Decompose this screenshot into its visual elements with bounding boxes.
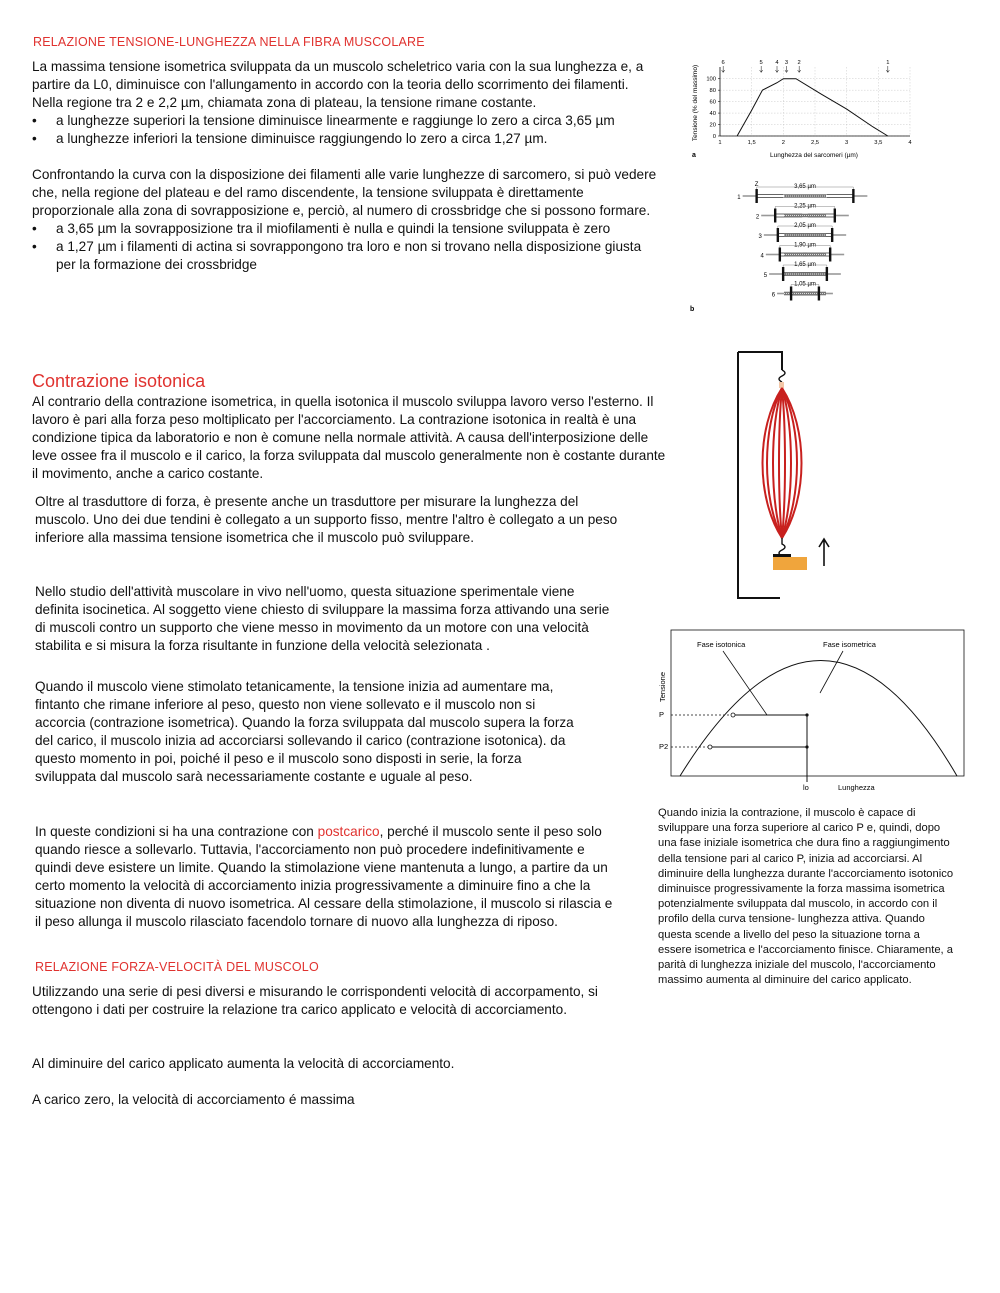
x-axis-label: Lunghezza bbox=[838, 783, 875, 792]
x-axis-label: Lunghezza del sarcomeri (µm) bbox=[770, 152, 858, 159]
load-paths bbox=[710, 715, 807, 782]
phase-label-isometric: Fase isometrica bbox=[823, 640, 876, 649]
section-heading-force-velocity: RELAZIONE FORZA-VELOCITÀ DEL MUSCOLO bbox=[35, 960, 319, 974]
row-number: 3 bbox=[758, 234, 762, 240]
z-line bbox=[829, 248, 831, 262]
x-tick-lo: lo bbox=[803, 783, 809, 792]
up-arrow-icon bbox=[819, 539, 829, 566]
paragraph: Oltre al trasduttore di forza, è presente anche un trasduttore per misurare la lunghezza del muscolo. Uno dei due tendini è collegato a un supporto fisso, mentre l'altro è collegato a un peso inferiore alla massima tensione isometrica che il muscolo può sviluppare. bbox=[35, 494, 618, 545]
sarcomere-diagram bbox=[690, 175, 912, 315]
x-tick-label: 3 bbox=[845, 140, 849, 146]
marker-label: 6 bbox=[721, 60, 725, 66]
row-number: 1 bbox=[737, 195, 741, 201]
paragraph: Al contrario della contrazione isometrica, in quella isotonica il muscolo sviluppa lavoro verso l'esterno. Il lavoro è pari alla forza peso moltiplicato per l'accorciamento. La contrazione isotonica in realtà è una condizione tipica da laboratorio e non è comune nella normale attività. A causa dell'interposizione delle leve ossee fra il muscolo e il carico, la forza sviluppata dal muscolo generalmente non è costante durante il movimento, anche a carico costante. bbox=[32, 394, 666, 481]
chart-frame bbox=[671, 630, 964, 776]
marker-label: 5 bbox=[759, 60, 763, 66]
tension-curve bbox=[737, 79, 888, 136]
marker-arrow bbox=[760, 66, 763, 73]
paragraph: Nello studio dell'attività muscolare in vivo nell'uomo, questa situazione sperimentale viene definita isocinetica. Al soggetto viene chiesto di sviluppare la massima forza attivando una serie di muscoli contro un supporto che viene messo in movimento da un motore con una velocità stabilita e si misura la forza risultante in funzione della velocità selezionata . bbox=[35, 584, 610, 653]
paragraph: A carico zero, la velocità di accorciamento é massima bbox=[32, 1092, 355, 1107]
z-line bbox=[755, 189, 757, 203]
x-tick-label: 2 bbox=[781, 140, 785, 146]
z-line bbox=[777, 228, 779, 242]
z-line bbox=[834, 209, 836, 223]
length-label: 1,90 µm bbox=[794, 242, 816, 249]
y-tick-label: 80 bbox=[709, 88, 716, 95]
panel-label-a: a bbox=[692, 152, 696, 159]
y-tick-label: 40 bbox=[709, 111, 716, 118]
z-line bbox=[826, 267, 828, 281]
z-line bbox=[774, 209, 776, 223]
row-number: 2 bbox=[755, 214, 760, 221]
x-tick-label: 1 bbox=[718, 140, 722, 146]
bullet-item: • a lunghezze superiori la tensione diminuisce linearmente e raggiunge lo zero a circa 3,65 µm bbox=[32, 113, 615, 128]
sarcomere-row bbox=[756, 204, 849, 223]
y-tick-label: 0 bbox=[712, 134, 716, 140]
y-tick-label: 20 bbox=[709, 122, 716, 129]
isotonic-phase-chart bbox=[655, 625, 967, 797]
length-label: 2,25 µm bbox=[794, 203, 816, 210]
phase-label-isotonic: Fase isotonica bbox=[697, 640, 746, 649]
load-guides bbox=[671, 715, 733, 747]
muscle-fibers bbox=[763, 388, 802, 538]
sarcomere-row bbox=[737, 182, 867, 203]
length-label: 3,65 µm bbox=[794, 184, 816, 190]
length-label: 2,05 µm bbox=[794, 223, 816, 229]
upper-tendon bbox=[779, 382, 784, 388]
bullet-item: • a 3,65 µm la sovrapposizione tra il miofilamenti è nulla e quindi la tensione sviluppata è zero bbox=[32, 221, 611, 236]
x-tick-label: 1,5 bbox=[747, 140, 756, 146]
z-line bbox=[818, 287, 820, 301]
y-tick-label: 100 bbox=[706, 76, 716, 83]
paragraph: Confrontando la curva con la disposizione dei filamenti alle varie lunghezze di sarcomero, si può vedere che, nella regione del plateau e del ramo discendente, la tensione sviluppata è direttamente proporzionale alla zona di sovrapposizione e, perciò, al numero di crossbridge che si possono formare. bbox=[32, 167, 657, 218]
marker-arrow bbox=[798, 66, 801, 73]
length-label: 1,05 µm bbox=[794, 281, 816, 288]
z-label: Z bbox=[754, 182, 759, 188]
sarcomere-row bbox=[760, 243, 844, 262]
z-line bbox=[831, 228, 833, 242]
y-tick-label: 60 bbox=[709, 99, 716, 106]
paragraph: Nella regione tra 2 e 2,2 µm, chiamata zona di plateau, la tensione rimane costante. bbox=[32, 95, 537, 110]
marker-arrow bbox=[886, 66, 889, 73]
tension-length-curve bbox=[680, 661, 957, 777]
row-number: 6 bbox=[771, 292, 776, 299]
marker-arrow bbox=[785, 66, 788, 73]
paragraph-postcarico: In queste condizioni si ha una contrazione con postcarico, perché il muscolo sente il peso solo quando riesce a sollevarlo. Tuttavia, l'accorciamento non può procedere indefinitivamente e quindi deve esistere un limite. Quando la stimolazione viene mantenuta a lungo, a partire da un certo momento la velocità di accorciamento inizia progressivamente a diminuire fino a che la situazione non diventa di nuovo isometrica. Al cessare della stimolazione, il muscolo si rilascia e il peso allunga il muscolo rilasciato facendolo tornare di nuovo alla lunghezza di riposo. bbox=[35, 824, 613, 929]
tension-length-chart bbox=[688, 55, 920, 165]
row-number: 5 bbox=[763, 273, 768, 279]
marker-label: 3 bbox=[784, 60, 789, 66]
marker-arrow bbox=[776, 66, 779, 73]
z-line bbox=[782, 267, 784, 281]
paragraph: La massima tensione isometrica sviluppata da un muscolo scheletrico varia con la sua lunghezza e, a partire da L0, diminuisce con l'allungamento in accordo con la teoria dello scorrimento dei filamenti. bbox=[32, 59, 644, 92]
curve-point bbox=[805, 745, 808, 748]
upper-tendon-hook bbox=[779, 370, 785, 382]
y-axis-label: Tensione bbox=[658, 671, 667, 703]
length-label: 1,65 µm bbox=[794, 262, 816, 268]
sarcomere-row bbox=[764, 262, 841, 281]
section-heading-isotonic: Contrazione isotonica bbox=[32, 371, 206, 391]
marker-label: 2 bbox=[797, 60, 801, 66]
lower-tendon-hook bbox=[779, 538, 785, 556]
x-tick-label: 2,5 bbox=[810, 140, 820, 146]
paragraph: Utilizzando una serie di pesi diversi e misurando le corrispondenti velocità di accorpamento, si ottengono i dati per costruire la relazione tra carico applicato e velocità di accorciamento. bbox=[32, 984, 598, 1017]
marker-label: 4 bbox=[775, 60, 779, 66]
figure-caption: Quando inizia la contrazione, il muscolo è capace di sviluppare una forza superiore al carico P e, quindi, dopo una fase iniziale isometrica che dura fino a raggiungimento della tensione pari al carico P, inizia ad accorciarsi. Al diminuire della lunghezza durante l'accorciamento isotonico diminuisce progressivamente la forza massima isometrica potenzialmente sviluppata dal muscolo, in accordo con il profilo della curva tensione- lunghezza attiva. Quando questa scende a livello del peso la situazione torna a essere isometrica e l'accorciamento finisce. Chiaramente, a parità di lunghezza iniziale del muscolo, l'accorciamento massimo aumenta al diminuire del carico applicato. bbox=[658, 807, 954, 987]
isotonic-apparatus-diagram bbox=[732, 348, 842, 603]
z-line bbox=[779, 248, 781, 262]
load-point-p2 bbox=[708, 745, 712, 749]
section1-body bbox=[32, 58, 657, 274]
bullet-item: • a lunghezze inferiori la tensione diminuisce raggiungendo lo zero a circa 1,27 µm. bbox=[32, 131, 548, 146]
x-tick-label: 3,5 bbox=[874, 140, 883, 146]
curve-point bbox=[805, 713, 808, 716]
highlight-postcarico: postcarico bbox=[317, 824, 380, 839]
row-number: 4 bbox=[760, 253, 764, 260]
z-line bbox=[852, 189, 854, 203]
marker-label: 1 bbox=[886, 60, 890, 66]
z-line bbox=[790, 287, 792, 301]
y-axis-label: Tensione (% del massimo) bbox=[692, 64, 699, 142]
paragraph: Quando il muscolo viene stimolato tetanicamente, la tensione inizia ad aumentare ma, fintanto che rimane inferiore al peso, questo non viene sollevato e il muscolo non si accorcia (contrazione isometrica). Quando la forza sviluppata dal muscolo supera la forza del carico, il muscolo inizia ad accorciarsi sollevando il carico (contrazione isotonica). da questo momento in poi, poiché il peso e il muscolo sono disposti in serie, la forza sviluppata dal muscolo sarà necessariamente costante e uguale al peso. bbox=[35, 679, 574, 784]
marker-arrow bbox=[722, 66, 725, 73]
y-tick-p2: P2 bbox=[659, 742, 669, 751]
panel-label-b: b bbox=[690, 306, 695, 313]
weight-block bbox=[773, 557, 807, 570]
load-point-p bbox=[731, 713, 735, 717]
x-tick-label: 4 bbox=[908, 140, 912, 146]
sarcomere-row bbox=[758, 223, 846, 242]
bullet-item: • a 1,27 µm i filamenti di actina si sovrappongono tra loro e non si trovano nella disposizione giusta per la formazione dei crossbridge bbox=[32, 239, 642, 272]
paragraph: Al diminuire del carico applicato aumenta la velocità di accorciamento. bbox=[32, 1056, 455, 1071]
section-heading-tension-length: RELAZIONE TENSIONE-LUNGHEZZA NELLA FIBRA MUSCOLARE bbox=[33, 35, 425, 49]
y-tick-p: P bbox=[659, 710, 665, 719]
sarcomere-row bbox=[772, 282, 833, 301]
